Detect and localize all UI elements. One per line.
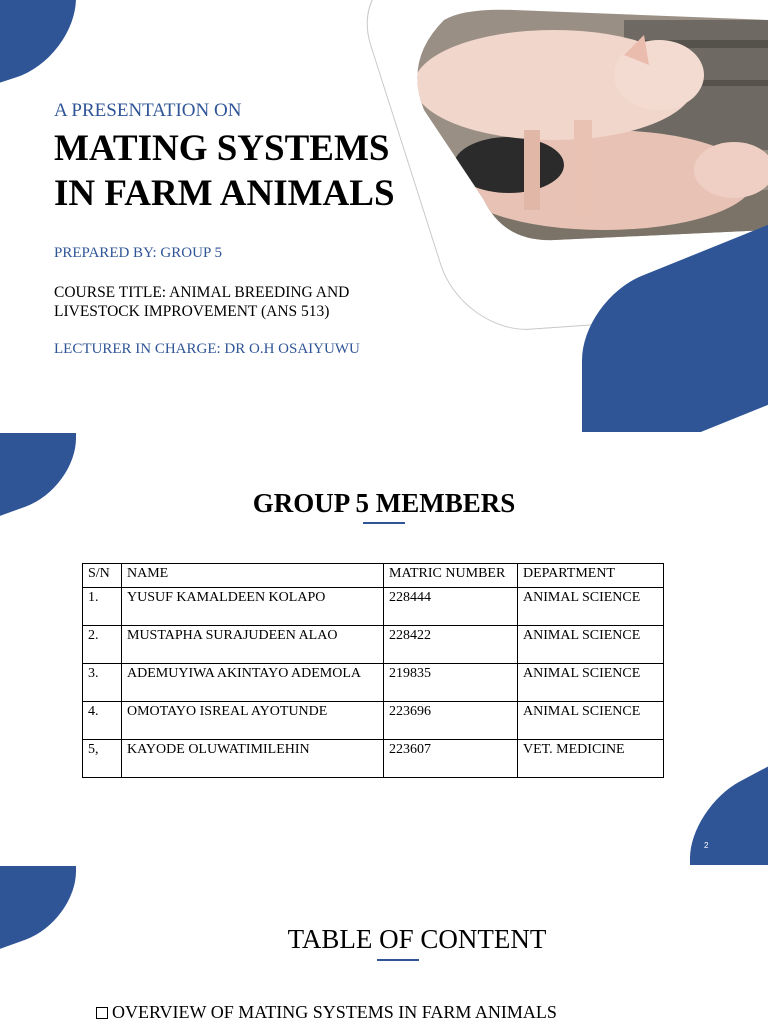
cell-department: ANIMAL SCIENCE bbox=[518, 664, 664, 702]
header-sn: S/N bbox=[83, 564, 122, 588]
table-header-row bbox=[83, 564, 664, 588]
decorative-shape-top-left bbox=[0, 433, 76, 538]
lecturer-in-charge: LECTURER IN CHARGE: DR O.H OSAIYUWU bbox=[54, 341, 360, 357]
members-slide bbox=[0, 433, 768, 865]
decorative-shape-top-left bbox=[0, 0, 76, 102]
title-slide bbox=[0, 0, 768, 432]
cell-sn: 4. bbox=[83, 702, 122, 740]
table-row bbox=[83, 626, 664, 664]
title-line-2: IN FARM ANIMALS bbox=[54, 173, 395, 214]
cell-name: OMOTAYO ISREAL AYOTUNDE bbox=[122, 702, 384, 740]
presentation-title bbox=[54, 126, 395, 216]
cell-name: ADEMUYIWA AKINTAYO ADEMOLA bbox=[122, 664, 384, 702]
toc-item bbox=[96, 1002, 557, 1023]
pigs-mating-photo bbox=[404, 0, 768, 242]
table-row bbox=[83, 664, 664, 702]
page-number: 2 bbox=[704, 841, 709, 850]
cell-department: ANIMAL SCIENCE bbox=[518, 626, 664, 664]
cell-name: KAYODE OLUWATIMILEHIN bbox=[122, 740, 384, 778]
members-table bbox=[82, 563, 664, 778]
members-title: GROUP 5 MEMBERS bbox=[252, 488, 516, 518]
toc-item-label: OVERVIEW OF MATING SYSTEMS IN FARM ANIMALS bbox=[112, 1002, 557, 1022]
cell-sn: 1. bbox=[83, 588, 122, 626]
course-title bbox=[54, 283, 394, 321]
table-row bbox=[83, 702, 664, 740]
header-name: NAME bbox=[122, 564, 384, 588]
toc-title: TABLE OF CONTENT bbox=[287, 924, 547, 954]
cell-matric: 223696 bbox=[384, 702, 518, 740]
course-line-2: LIVESTOCK IMPROVEMENT (ANS 513) bbox=[54, 303, 330, 320]
cell-sn: 2. bbox=[83, 626, 122, 664]
header-matric: MATRIC NUMBER bbox=[384, 564, 518, 588]
title-underline bbox=[363, 522, 405, 524]
cell-matric: 228422 bbox=[384, 626, 518, 664]
checkbox-bullet-icon bbox=[96, 1007, 108, 1019]
cell-sn: 5, bbox=[83, 740, 122, 778]
table-row bbox=[83, 588, 664, 626]
decorative-shape-top-left bbox=[0, 866, 76, 971]
cell-sn: 3. bbox=[83, 664, 122, 702]
cell-department: ANIMAL SCIENCE bbox=[518, 702, 664, 740]
cell-matric: 219835 bbox=[384, 664, 518, 702]
prepared-by: PREPARED BY: GROUP 5 bbox=[54, 245, 222, 261]
cell-department: VET. MEDICINE bbox=[518, 740, 664, 778]
course-line-1: COURSE TITLE: ANIMAL BREEDING AND bbox=[54, 284, 350, 301]
toc-slide bbox=[0, 866, 768, 1024]
title-line-1: MATING SYSTEMS bbox=[54, 128, 390, 169]
pre-title: A PRESENTATION ON bbox=[54, 100, 242, 121]
table-row bbox=[83, 740, 664, 778]
cell-name: MUSTAPHA SURAJUDEEN ALAO bbox=[122, 626, 384, 664]
decorative-shape-bottom-right bbox=[690, 744, 768, 865]
header-department: DEPARTMENT bbox=[518, 564, 664, 588]
title-underline bbox=[377, 959, 419, 961]
cell-matric: 223607 bbox=[384, 740, 518, 778]
cell-department: ANIMAL SCIENCE bbox=[518, 588, 664, 626]
cell-matric: 228444 bbox=[384, 588, 518, 626]
cell-name: YUSUF KAMALDEEN KOLAPO bbox=[122, 588, 384, 626]
